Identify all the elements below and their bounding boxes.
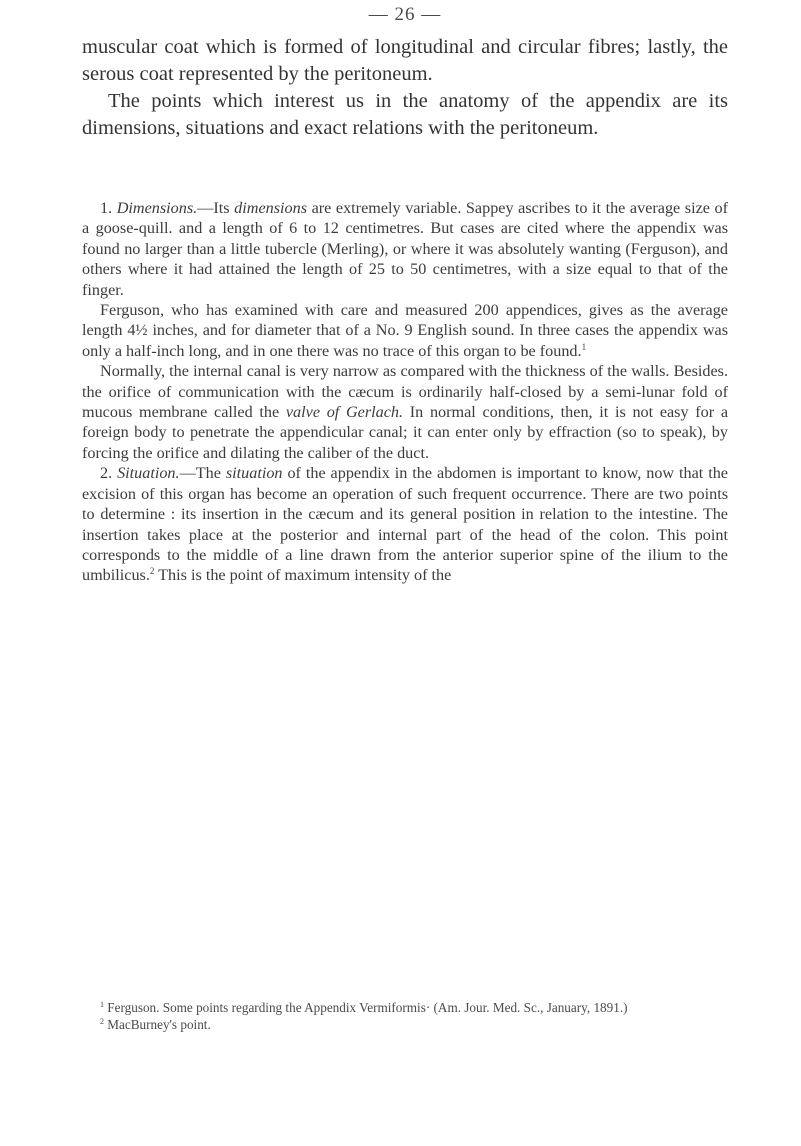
- section-situation-paragraph: 2. Situation.—The situation of the appendix in the abdomen is important to know, now that the excision of this organ has become an operation of such frequent occurrence. There are two points to determine : its insertion in the cæcum and its general position in relation to the intestine. The insertion takes place at the posterior and internal part of the head of the colon. This point corresponds to the middle of a line drawn from the anterior superior spine of the ilium to the umbilicus.$^2$ This is the point of maximum intensity of the: [82, 464, 728, 585]
- intro-text: [82, 34, 728, 142]
- intro-paragraph-continued: muscular coat which is formed of longitudinal and circular fibres; lastly, the serous coat represented by the peritoneum.: [82, 36, 728, 85]
- ferguson-paragraph: Ferguson, who has examined with care and measured 200 appendices, gives as the average length 4½ inches, and for diameter that of a No. 9 English sound. In three cases the appendix was only a half-inch long, and in one there was no trace of this organ to be found.$^1$: [82, 301, 728, 360]
- emphasis-term: valve of Gerlach.: [285, 403, 404, 422]
- footnotes: [82, 999, 728, 1033]
- footnote-marker: 1: [100, 1000, 104, 1009]
- footnote-marker: 2: [100, 1017, 104, 1026]
- footnote-reference: 1: [581, 341, 587, 352]
- section-heading: Dimensions.: [116, 199, 198, 217]
- intro-paragraph: The points which interest us in the anatomy of the appendix are its dimensions, situations and exact relations with the peritoneum.: [82, 90, 728, 139]
- footnote: $^2$ MacBurney's point.: [100, 1017, 211, 1032]
- section-heading: Situation.: [117, 464, 180, 483]
- section-number: 2.: [100, 464, 113, 483]
- section-dimensions-paragraph: 1. Dimensions.—Its dimensions are extremely variable. Sappey ascribes to it the average size of a goose-quill. and a length of 6 to 12 centimetres. But cases are cited where the appendix was found no larger than a little tubercle (Merling), or where it was absolutely wanting (Ferguson), and others where it had attained the length of 25 to 50 centimetres, with a size equal to that of the finger.: [82, 199, 729, 299]
- footnote: $^1$ Ferguson. Some points regarding the Appendix Vermiformis· (Am. Jour. Med. Sc., January, 1891.): [100, 1000, 628, 1015]
- page-number: — 26 —: [368, 4, 442, 25]
- footnote-reference: 2: [149, 566, 155, 577]
- canal-paragraph: Normally, the internal canal is very narrow as compared with the thickness of the walls. Besides. the orifice of communication with the cæcum is ordinarily half-closed by a semi-lunar fold of mucous membrane called the valve of Gerlach. In normal conditions, then, it is not easy for a foreign body to penetrate the appendicular canal; it can enter only by effraction (so to speak), by forcing the orifice and dilating the caliber of the duct.: [82, 362, 729, 462]
- emphasis-term: dimensions: [234, 199, 308, 217]
- emphasis-term: situation: [225, 464, 283, 483]
- main-text: [82, 198, 728, 586]
- section-number: 1.: [100, 199, 113, 217]
